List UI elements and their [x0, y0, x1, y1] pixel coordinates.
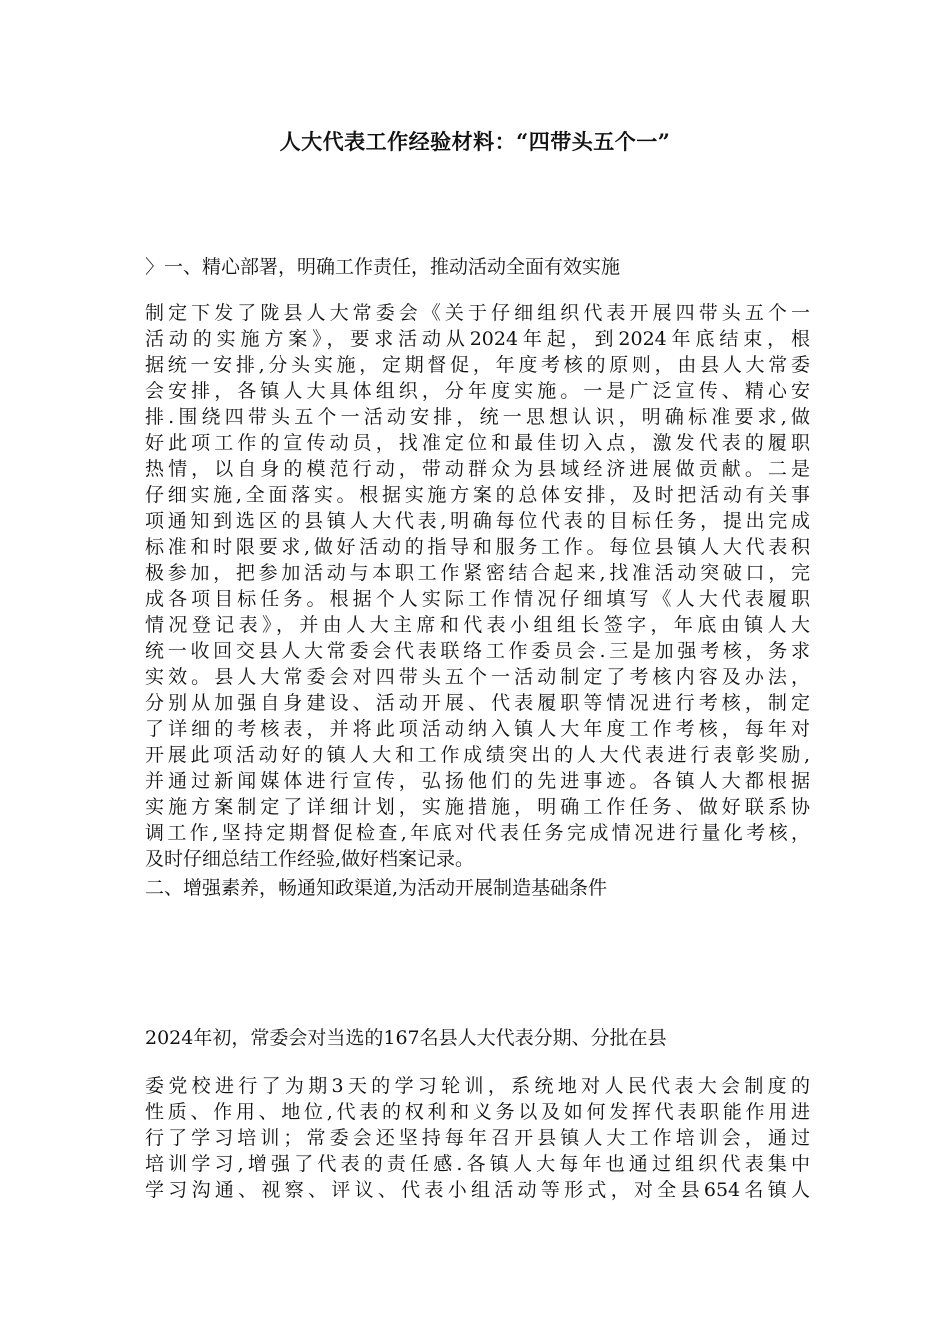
paragraph-line: 实效。县人大常委会对四带头五个一活动制定了考核内容及办法， [145, 666, 810, 688]
paragraph-line: 行了学习培训；常委会还坚持每年召开县镇人大工作培训会，通过 [145, 1127, 810, 1149]
paragraph-line: 并通过新闻媒体进行宣传，弘扬他们的先进事迹。各镇人大都根据 [145, 770, 810, 792]
section-2-intro-line: 2024年初，常委会对当选的167名县人大代表分期、分批在县 [145, 1027, 667, 1049]
paragraph-line: 热情，以自身的模范行动，带动群众为县域经济进展做贡献。二是 [145, 458, 810, 480]
section-2-paragraph [145, 1073, 810, 1203]
paragraph-line: 会安排，各镇人大具体组织，分年度实施。一是广泛宣传、精心安 [145, 380, 810, 402]
paragraph-line: 情况登记表》，并由人大主席和代表小组组长签字，年底由镇人大 [145, 614, 810, 636]
paragraph-line: 制定下发了陇县人大常委会《关于仔细组织代表开展四带头五个一 [145, 302, 810, 324]
paragraph-line: 学习沟通、视察、评议、代表小组活动等形式，对全县654名镇人 [145, 1179, 810, 1201]
paragraph-line: 调工作,坚持定期督促检查,年底对代表任务完成情况进行量化考核， [145, 822, 810, 844]
paragraph-line: 统一收回交县人大常委会代表联络工作委员会.三是加强考核，务求 [145, 640, 810, 662]
paragraph-line: 标准和时限要求,做好活动的指导和服务工作。每位县镇人大代表积 [145, 536, 810, 558]
section-heading-1: 〉一、精心部署，明确工作责任，推动活动全面有效实施 [145, 256, 621, 278]
paragraph-line: 成各项目标任务。根据个人实际工作情况仔细填写《人大代表履职 [145, 588, 810, 610]
section-1-paragraph [145, 300, 810, 872]
paragraph-line: 排.围绕四带头五个一活动安排，统一思想认识，明确标准要求,做 [145, 406, 810, 428]
paragraph-line: 极参加，把参加活动与本职工作紧密结合起来,找准活动突破口，完 [145, 562, 810, 584]
paragraph-line: 据统一安排,分头实施，定期督促，年度考核的原则，由县人大常委 [145, 354, 810, 376]
paragraph-line: 项通知到选区的县镇人大代表,明确每位代表的目标任务，提出完成 [145, 510, 810, 532]
paragraph-line: 好此项工作的宣传动员，找准定位和最佳切入点，激发代表的履职 [145, 432, 810, 454]
paragraph-line: 性质、作用、地位,代表的权利和义务以及如何发挥代表职能作用进 [145, 1101, 810, 1123]
paragraph-line: 及时仔细总结工作经验,做好档案记录。 [145, 848, 475, 870]
paragraph-line: 培训学习,增强了代表的责任感.各镇人大每年也通过组织代表集中 [145, 1153, 810, 1175]
section-heading-2: 二、增强素养，畅通知政渠道,为活动开展制造基础条件 [145, 877, 608, 899]
paragraph-line: 分别从加强自身建设、活动开展、代表履职等情况进行考核，制定 [145, 692, 810, 714]
paragraph-line: 了详细的考核表，并将此项活动纳入镇人大年度工作考核，每年对 [145, 718, 810, 740]
paragraph-line: 实施方案制定了详细计划，实施措施，明确工作任务、做好联系协 [145, 796, 810, 818]
paragraph-line: 委党校进行了为期3天的学习轮训，系统地对人民代表大会制度的 [145, 1075, 810, 1097]
paragraph-line: 开展此项活动好的镇人大和工作成绩突出的人大代表进行表彰奖励, [145, 744, 810, 766]
paragraph-line: 仔细实施,全面落实。根据实施方案的总体安排，及时把活动有关事 [145, 484, 810, 506]
document-title: 人大代表工作经验材料：“四带头五个一” [279, 129, 671, 154]
paragraph-line: 活动的实施方案》，要求活动从2024年起，到2024年底结束，根 [145, 328, 810, 350]
